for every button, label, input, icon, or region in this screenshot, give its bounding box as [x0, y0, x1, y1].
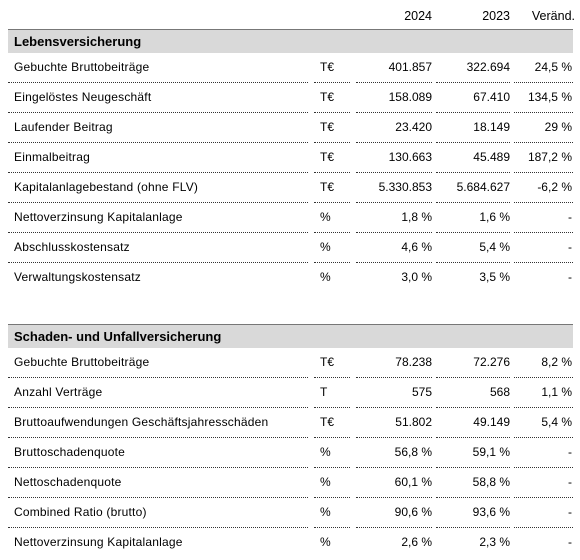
value-change: -: [568, 535, 572, 549]
table-row: [8, 348, 573, 378]
table-row: [8, 53, 573, 83]
row-unit: %: [320, 535, 331, 549]
row-unit: T€: [320, 90, 335, 104]
table-row: [8, 233, 573, 263]
row-label: Abschlusskostensatz: [14, 240, 130, 254]
table-row: [8, 113, 573, 143]
section-title: Lebensversicherung: [14, 34, 142, 49]
value-2024: 56,8 %: [394, 445, 432, 459]
row-unit: T€: [320, 415, 335, 429]
value-2023: 1,6 %: [479, 210, 510, 224]
value-change: -: [568, 445, 572, 459]
row-label: Combined Ratio (brutto): [14, 505, 147, 519]
section-header-property-casualty: [8, 324, 573, 348]
value-2024: 3,0 %: [401, 270, 432, 284]
value-2024: 51.802: [395, 415, 432, 429]
value-change: 134,5 %: [527, 90, 572, 104]
value-change: -: [568, 210, 572, 224]
value-2024: 78.238: [395, 355, 432, 369]
row-label: Nettoverzinsung Kapitalanlage: [14, 210, 183, 224]
value-2024: 575: [411, 385, 432, 399]
value-2023: 2,3 %: [479, 535, 510, 549]
row-label: Eingelöstes Neugeschäft: [14, 90, 152, 104]
row-unit: T€: [320, 60, 335, 74]
value-change: 8,2 %: [541, 355, 572, 369]
row-unit: %: [320, 210, 331, 224]
row-unit: %: [320, 240, 331, 254]
value-2023: 45.489: [473, 150, 510, 164]
value-2024: 23.420: [395, 120, 432, 134]
value-2023: 5.684.627: [456, 180, 510, 194]
table-row: [8, 408, 573, 438]
column-header-2023: 2023: [482, 9, 510, 23]
row-unit: T€: [320, 355, 335, 369]
row-label: Bruttoschadenquote: [14, 445, 126, 459]
value-change: 29 %: [544, 120, 572, 134]
row-unit: T: [320, 385, 328, 399]
row-label: Nettoschadenquote: [14, 475, 122, 489]
value-change: 187,2 %: [527, 150, 572, 164]
table-row: [8, 203, 573, 233]
row-unit: %: [320, 475, 331, 489]
row-label: Nettoverzinsung Kapitalanlage: [14, 535, 183, 549]
section-title: Schaden- und Unfallversicherung: [14, 329, 222, 344]
value-2024: 1,8 %: [401, 210, 432, 224]
value-change: -: [568, 240, 572, 254]
value-2023: 5,4 %: [479, 240, 510, 254]
row-unit: %: [320, 270, 331, 284]
row-label: Bruttoaufwendungen Geschäftsjahresschäden: [14, 415, 269, 429]
row-unit: T€: [320, 180, 335, 194]
value-2023: 59,1 %: [472, 445, 510, 459]
value-2023: 49.149: [473, 415, 510, 429]
row-label: Gebuchte Bruttobeiträge: [14, 60, 150, 74]
value-change: 5,4 %: [541, 415, 572, 429]
value-2023: 18.149: [473, 120, 510, 134]
row-unit: %: [320, 505, 331, 519]
value-2024: 4,6 %: [401, 240, 432, 254]
row-label: Kapitalanlagebestand (ohne FLV): [14, 180, 199, 194]
value-2023: 72.276: [473, 355, 510, 369]
value-2023: 67.410: [473, 90, 510, 104]
value-2024: 60,1 %: [394, 475, 432, 489]
table-row: [8, 468, 573, 498]
value-2024: 130.663: [388, 150, 432, 164]
value-2024: 158.089: [388, 90, 432, 104]
value-2024: 2,6 %: [401, 535, 432, 549]
table-row: [8, 173, 573, 203]
table-row: [8, 378, 573, 408]
value-change: -6,2 %: [537, 180, 572, 194]
value-change: -: [568, 270, 572, 284]
value-2023: 58,8 %: [472, 475, 510, 489]
row-unit: %: [320, 445, 331, 459]
row-unit: T€: [320, 150, 335, 164]
column-header-row: [8, 2, 573, 28]
table-row: [8, 498, 573, 528]
value-change: 1,1 %: [541, 385, 572, 399]
value-change: 24,5 %: [534, 60, 572, 74]
table-row: [8, 143, 573, 173]
table-row: [8, 528, 573, 558]
row-label: Anzahl Verträge: [14, 385, 103, 399]
value-2024: 90,6 %: [394, 505, 432, 519]
value-2023: 93,6 %: [472, 505, 510, 519]
value-2024: 5.330.853: [378, 180, 432, 194]
column-header-2024: 2024: [404, 9, 432, 23]
value-2024: 401.857: [388, 60, 432, 74]
value-2023: 3,5 %: [479, 270, 510, 284]
value-2023: 322.694: [466, 60, 510, 74]
table-row: [8, 438, 573, 468]
table-row: [8, 263, 573, 293]
row-label: Verwaltungskostensatz: [14, 270, 141, 284]
row-label: Einmalbeitrag: [14, 150, 90, 164]
row-label: Laufender Beitrag: [14, 120, 113, 134]
row-label: Gebuchte Bruttobeiträge: [14, 355, 150, 369]
value-change: -: [568, 505, 572, 519]
table-row: [8, 83, 573, 113]
section-header-life-insurance: [8, 29, 573, 53]
value-change: -: [568, 475, 572, 489]
row-unit: T€: [320, 120, 335, 134]
value-2023: 568: [489, 385, 510, 399]
column-header-change: Veränd.: [531, 9, 575, 23]
